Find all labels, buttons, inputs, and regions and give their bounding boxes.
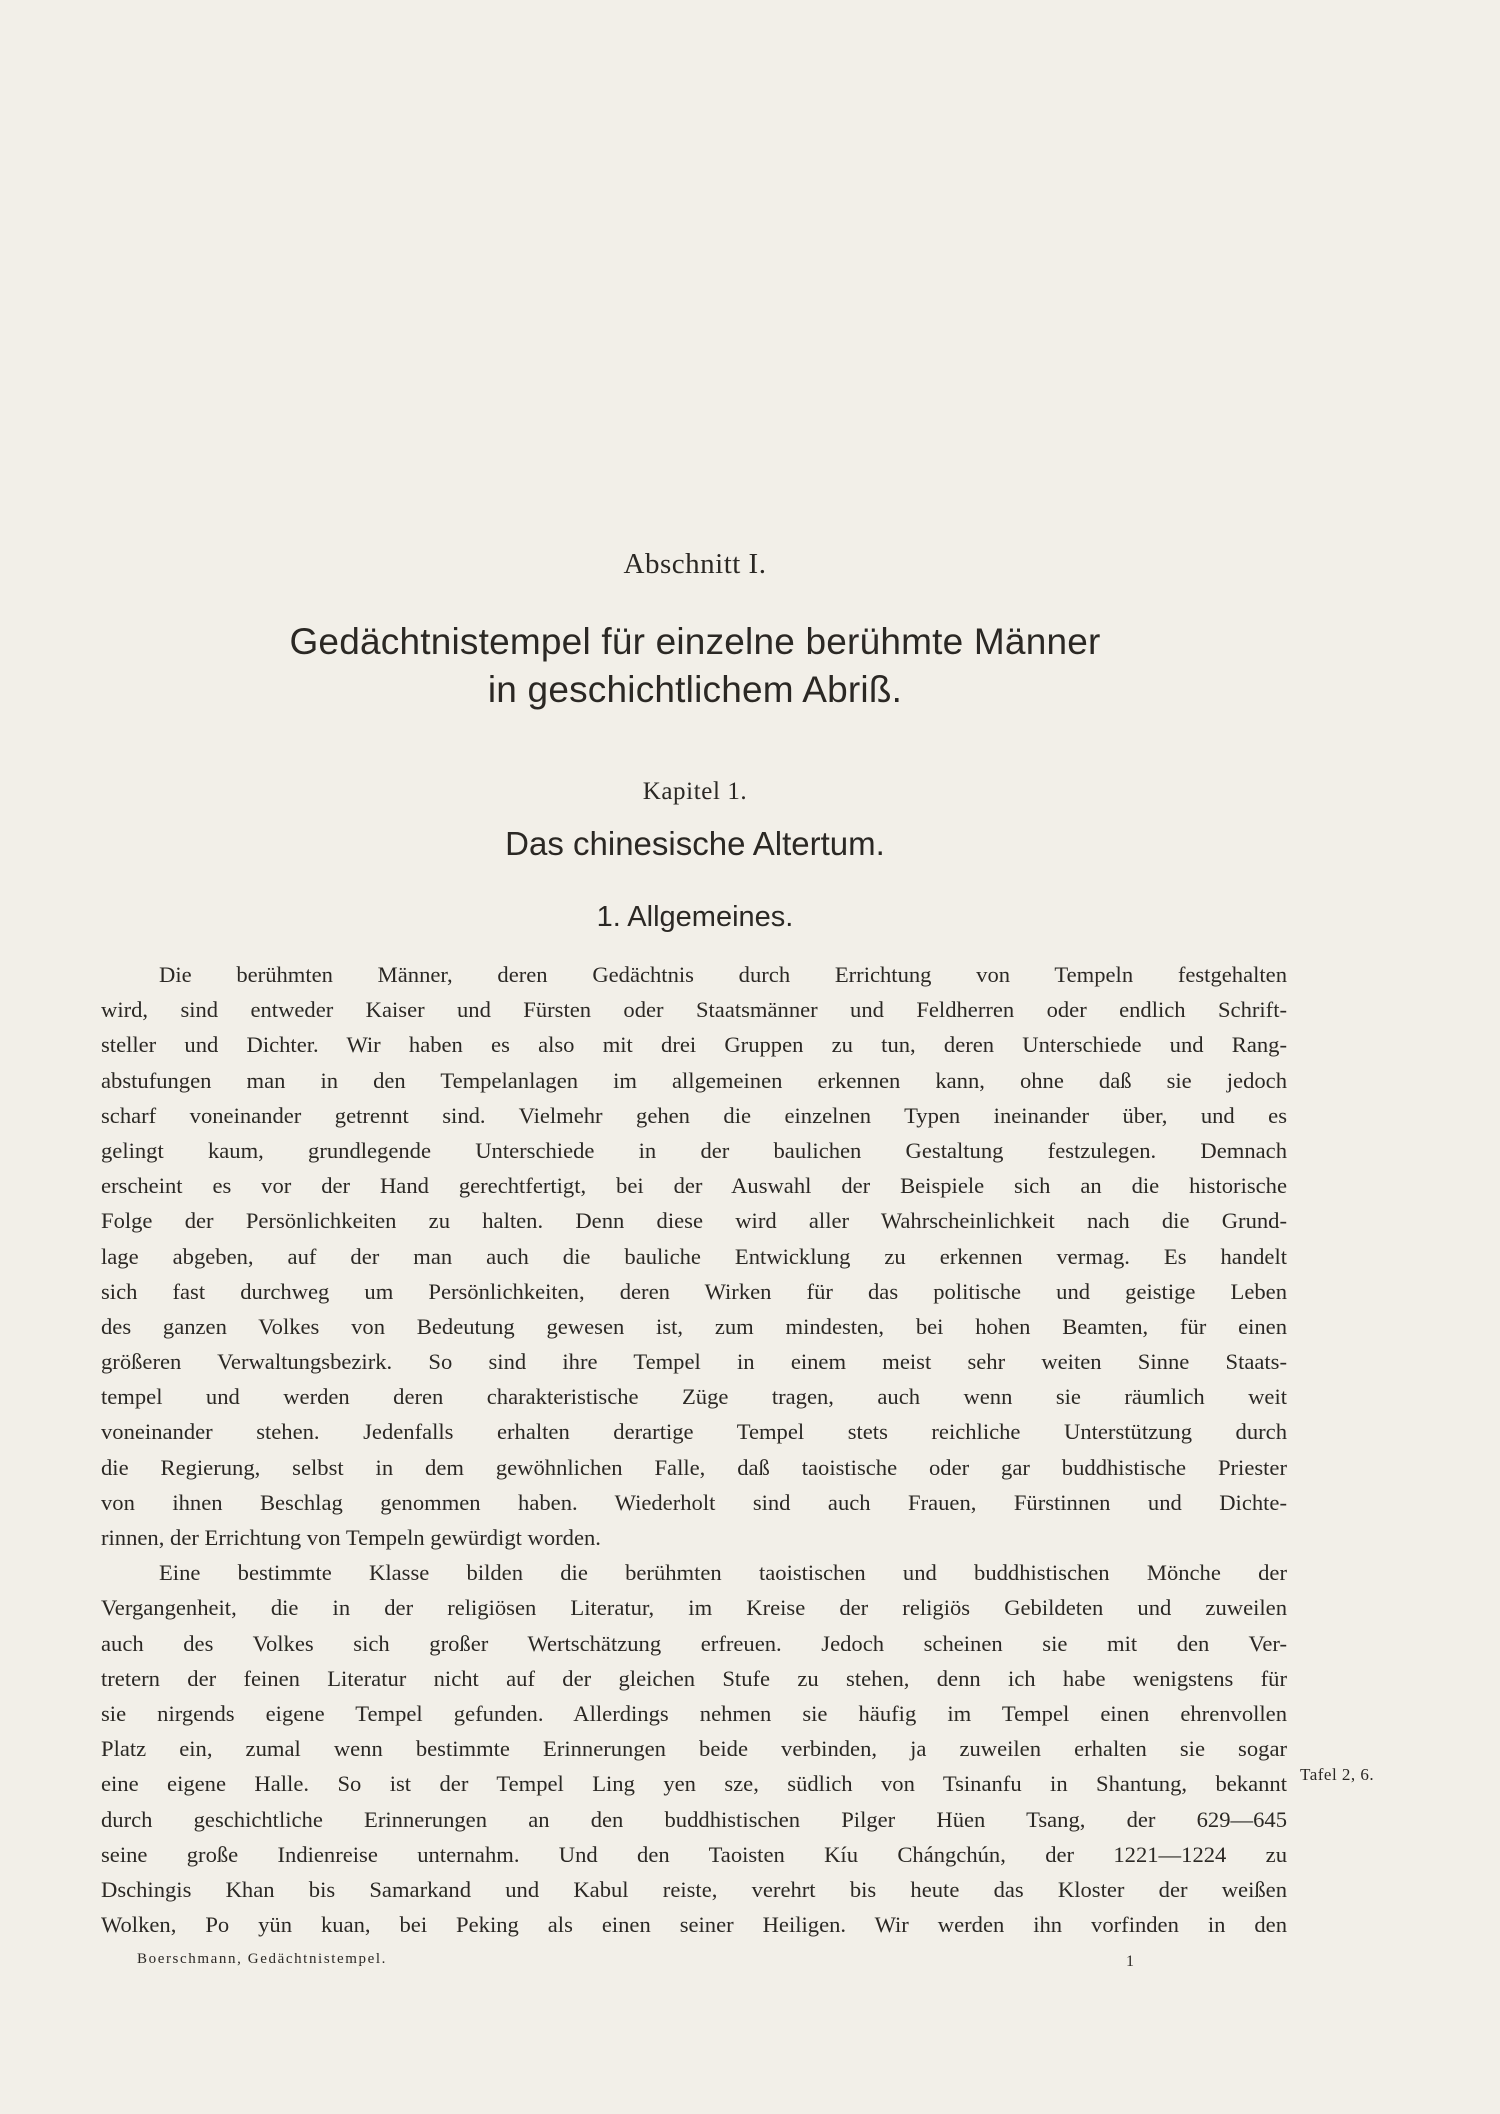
text-line: scharf voneinander getrennt sind. Vielmehr gehen die einzelnen Typen ineinander über, und es (101, 1102, 1287, 1128)
text-line: erscheint es vor der Hand gerechtfertigt, bei der Auswahl der Beispiele sich an die historische (101, 1173, 1287, 1199)
text-line: tempel und werden deren charakteristische Züge tragen, auch wenn sie räumlich weit (101, 1384, 1287, 1410)
text-line: steller und Dichter. Wir haben es also mit drei Gruppen zu tun, deren Unterschiede und Rang- (101, 1032, 1287, 1058)
chapter-label: Kapitel 1. (642, 778, 748, 805)
text-line: Wolken, Po yün kuan, bei Peking als einen seiner Heiligen. Wir werden ihn vorfinden in den (101, 1912, 1287, 1938)
text-line: lage abgeben, auf der man auch die bauliche Entwicklung zu erkennen vermag. Es handelt (101, 1243, 1287, 1269)
text-line: seine große Indienreise unternahm. Und den Taoisten Kíu Chángchún, der 1221—1224 zu (101, 1841, 1287, 1867)
text-line: des ganzen Volkes von Bedeutung gewesen ist, zum mindesten, bei hohen Beamten, für einen (101, 1313, 1287, 1339)
text-line: voneinander stehen. Jedenfalls erhalten derartige Tempel stets reichliche Unterstützung durch (101, 1419, 1287, 1445)
text-line: Folge der Persönlichkeiten zu halten. Denn diese wird aller Wahrscheinlichkeit nach die Grund- (101, 1208, 1287, 1234)
text-line: Dschingis Khan bis Samarkand und Kabul reiste, verehrt bis heute das Kloster der weißen (101, 1876, 1287, 1902)
main-title (0, 618, 1390, 714)
chapter-title: Das chinesische Altertum. (505, 825, 885, 862)
text-line: gelingt kaum, grundlegende Unterschiede in der baulichen Gestaltung festzulegen. Demnach (101, 1137, 1287, 1163)
text-line: die Regierung, selbst in dem gewöhnlichen Falle, daß taoistische oder gar buddhistische Priester (101, 1454, 1287, 1480)
text-line: Vergangenheit, die in der religiösen Literatur, im Kreise der religiös Gebildeten und zuweilen (101, 1595, 1287, 1621)
main-title-line: Gedächtnistempel für einzelne berühmte Männer (289, 621, 1101, 662)
text-line: größeren Verwaltungsbezirk. So sind ihre Tempel in einem meist sehr weiten Sinne Staats- (101, 1349, 1287, 1375)
text-line: rinnen, der Errichtung von Tempeln gewürdigt worden. (101, 1525, 601, 1550)
text-line: Die berühmten Männer, deren Gedächtnis durch Errichtung von Tempeln festgehalten (159, 962, 1287, 987)
running-footer-title: Boerschmann, Gedächtnistempel. (137, 1951, 388, 1967)
text-line: von ihnen Beschlag genommen haben. Wiederholt sind auch Frauen, Fürstinnen und Dichte- (101, 1489, 1287, 1515)
text-line: tretern der feinen Literatur nicht auf der gleichen Stufe zu stehen, denn ich habe wenigstens für (101, 1665, 1287, 1691)
text-line: sich fast durchweg um Persönlichkeiten, deren Wirken für das politische und geistige Leben (101, 1278, 1287, 1304)
page-number: 1 (1126, 1953, 1134, 1970)
text-line: Eine bestimmte Klasse bilden die berühmten taoistischen und buddhistischen Mönche der (159, 1560, 1287, 1586)
subsection-title: 1. Allgemeines. (596, 901, 794, 933)
text-line: Platz ein, zumal wenn bestimmte Erinnerungen beide verbinden, ja zuweilen erhalten sie sogar (101, 1736, 1287, 1762)
body-text (101, 957, 1287, 1942)
section-label: Abschnitt I. (623, 548, 767, 580)
text-line: eine eigene Halle. So ist der Tempel Ling yen sze, südlich von Tsinanfu in Shantung, bekannt (101, 1771, 1287, 1797)
text-line: auch des Volkes sich großer Wertschätzung erfreuen. Jedoch scheinen sie mit den Ver- (101, 1630, 1287, 1656)
main-title-line: in geschichtlichem Abriß. (487, 669, 903, 710)
text-line: abstufungen man in den Tempelanlagen im allgemeinen erkennen kann, ohne daß sie jedoch (101, 1067, 1287, 1093)
text-line: wird, sind entweder Kaiser und Fürsten oder Staatsmänner und Feldherren oder endlich Schrift- (101, 997, 1287, 1023)
text-line: sie nirgends eigene Tempel gefunden. Allerdings nehmen sie häufig im Tempel einen ehrenvollen (101, 1700, 1287, 1726)
text-line: durch geschichtliche Erinnerungen an den buddhistischen Pilger Hüen Tsang, der 629—645 (101, 1806, 1287, 1832)
margin-plate-reference: Tafel 2, 6. (1300, 1765, 1375, 1784)
